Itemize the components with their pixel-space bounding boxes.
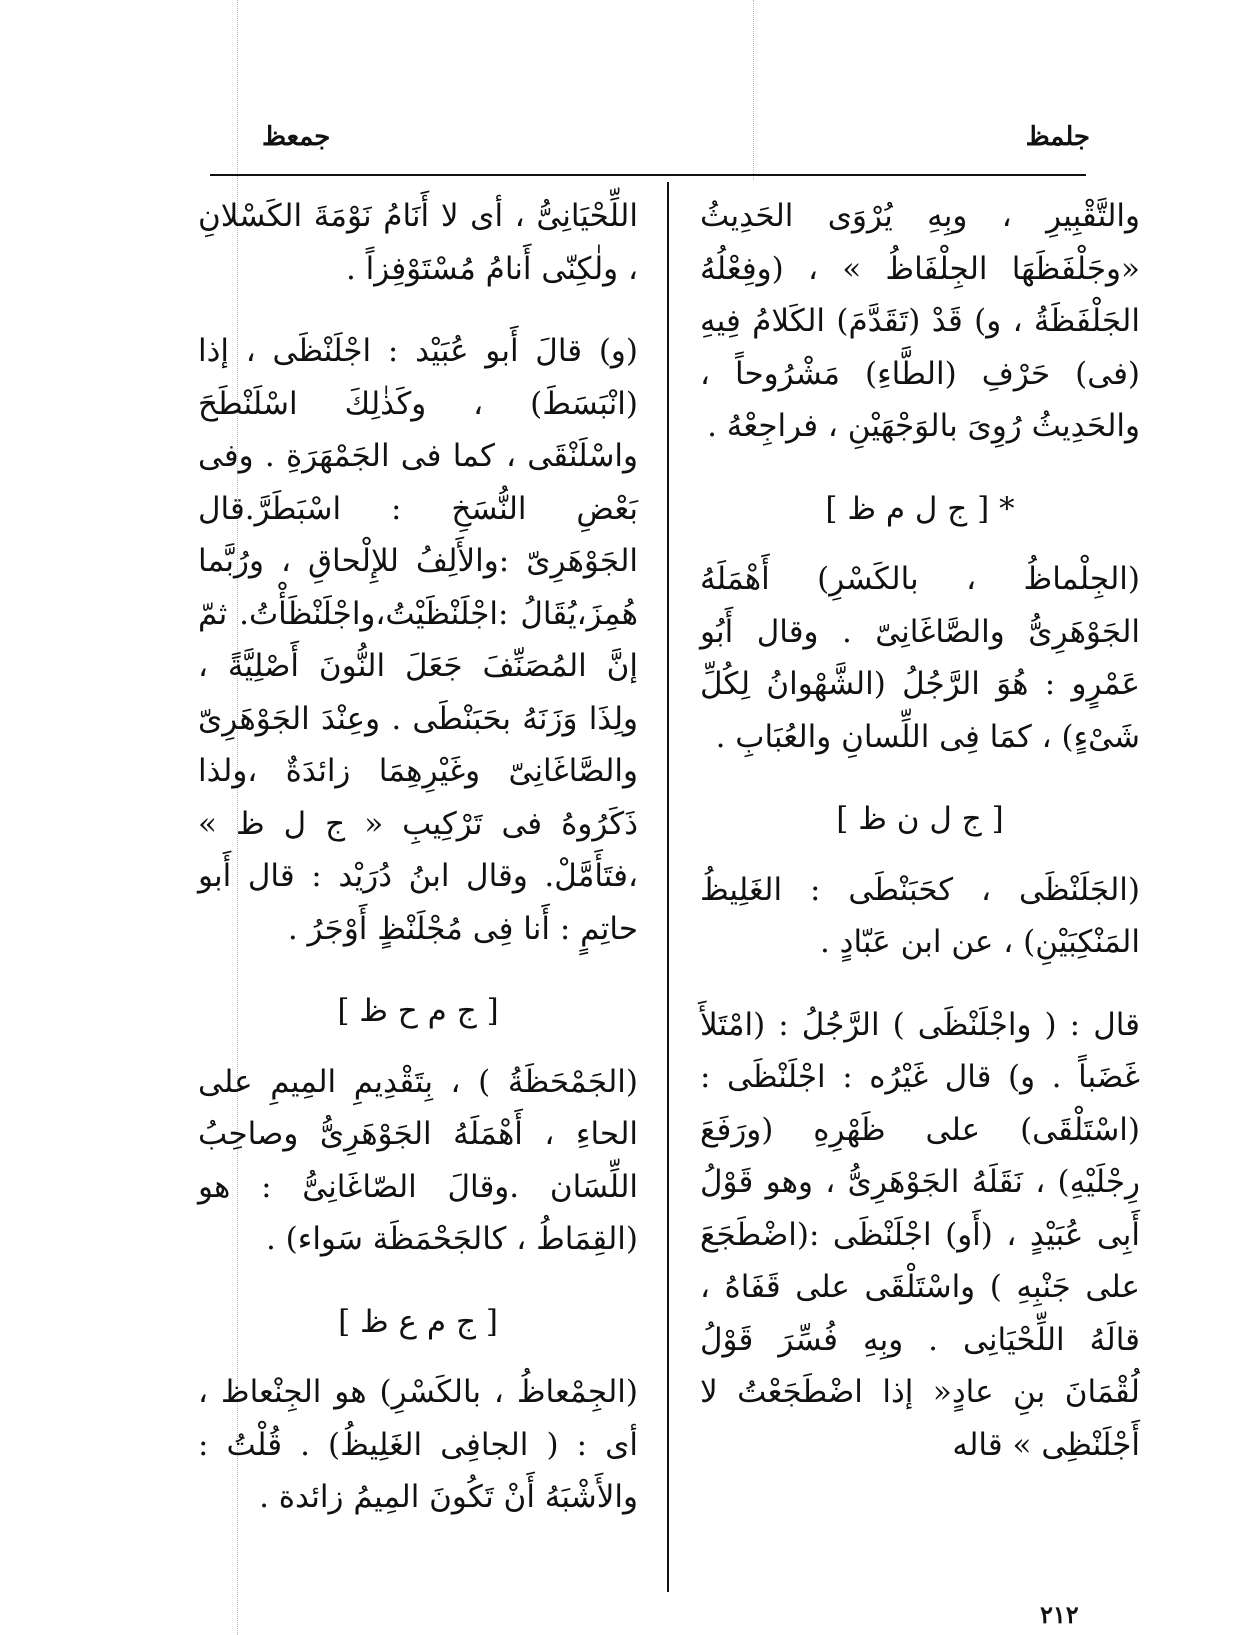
right-column xyxy=(700,190,1140,1471)
entry-paragraph: اللِّحْيَانِىُّ ، أى لا أَنَامُ نَوْمَةَ الكَسْلانِ ، ولٰكِنّى أَنامُ مُسْتَوْفِزاً . xyxy=(198,198,638,287)
entry-paragraph: (الجِلْماظُ ، بالكَسْرِ) أَهْمَلَهُ الجَوْهَرِىُّ والصَّاغَانِىّ . وقال أَبُو عَمْرٍو : هُوَ الرَّجُلُ (الشَّهْوانُ لِكُلِّ شَىْءٍ) ، كمَا فِى اللِّسانِ والعُبَابِ . xyxy=(700,561,1140,755)
root-heading-jlnz: [ ج ل ن ظ ] xyxy=(836,801,1004,837)
root-heading-jlmz: * [ ج ل م ظ ] xyxy=(825,490,1015,527)
column-divider xyxy=(667,182,669,1592)
header-rule xyxy=(210,174,1086,176)
entry-paragraph: (الجَلَنْظَى ، كحَبَنْطَى : الغَلِيظُ المَنْكِبَيْنِ) ، عن ابن عَبّادٍ . xyxy=(700,871,1140,960)
running-header-left: جمعظ xyxy=(262,122,331,152)
page-number: ٢١٢ xyxy=(1040,1600,1079,1629)
left-column xyxy=(198,190,638,1524)
root-heading-jmaz: [ ج م ع ظ ] xyxy=(338,1303,498,1340)
entry-paragraph: قال : ( واجْلَنْظَى ) الرَّجُلُ : (امْتَلأَ غَضَباً . و) قال غَيْرُه : اجْلَنْظَى : (اسْتَلْقَى) على ظَهْرِهِ (ورَفَعَ رِجْلَيْهِ) ، نَقَلَهُ الجَوْهَرِىُّ ، وهو قَوْلُ أَبِى عُبَيْدٍ ، (أَو) اجْلَنْظَى :(اضْطَجَعَ على جَنْبِهِ ) واسْتَلْقَى على قَفَاهُ ، قالَهُ اللِّحْيَانِى . وبِهِ فُسِّرَ قَوْلُ لُقْمَانَ بنِ عادٍ« إذا اضْطَجَعْتُ لا أَجْلَنْظِى » قاله xyxy=(700,1006,1140,1463)
entry-paragraph: (و) قالَ أَبو عُبَيْد : اجْلَنْظَى ، إذا (انْبَسَطَ) ، وكَذٰلِكَ اسْلَنْطَحَ واسْلَنْقَى ، كما فى الجَمْهَرَةِ . وفى بَعْضِ النُّسَخِ : اسْبَطَرَّ.قال الجَوْهَرِىّ :والأَلِفُ للإِلْحاقِ ، ورُبَّما هُمِزَ،يُقَالُ :اجْلَنْظَيْتُ،واجْلَنْظَأْتُ. ثمّ إنَّ المُصَنِّفَ جَعَلَ النُّونَ أَصْلِيَّةً ، ولِذَا وَزَنَهُ بحَبَنْطَى . وعِنْدَ الجَوْهَرِىّ والصَّاغَانِىّ وغَيْرِهِمَا زائدَةٌ ،ولذا ذَكَرُوهُ فى تَرْكِيبِ « ج ل ظ » ،فتَأَمَّلْ. وقال ابنُ دُرَيْد : قال أَبو حاتِمٍ : أَنا فِى مُجْلَنْظٍ أَوْجَرُ . xyxy=(198,333,638,947)
entry-paragraph: والتَّقْبِيرِ ، وبِهِ يُرْوَى الحَدِيثُ «وجَلْفَظَهَا الجِلْفَاظُ » ، (وفِعْلُهُ الجَلْفَظَةُ ، و) قَدْ (تَقَدَّمَ) الكَلامُ فِيهِ (فى) حَرْفِ (الطَّاءِ) مَشْرُوحاً ، والحَدِيثُ رُوِىَ بالوَجْهَيْنِ ، فراجِعْهُ . xyxy=(700,198,1140,444)
root-heading-jmhz: [ ج م ح ظ ] xyxy=(337,993,499,1029)
scan-fold-mark-center xyxy=(753,0,754,180)
entry-paragraph: (الجِمْعاظُ ، بالكَسْرِ) هو الجِنْعاظ ، أى : ( الجافِى الغَلِيظُ) . قُلْتُ : والأَشْبَهُ أَنْ تَكُونَ المِيمُ زائدة . xyxy=(198,1374,638,1515)
running-header-right: جلمظ xyxy=(1025,122,1090,152)
entry-paragraph: (الجَمْحَظَةُ ) ، بِتَقْدِيمِ المِيمِ على الحاءِ ، أَهْمَلَهُ الجَوْهَرِىُّ وصاحِبُ اللِّسَان .وقالَ الصّاغَانِىُّ : هو (القِمَاطُ ، كالجَحْمَظَة سَواء) . xyxy=(198,1063,638,1257)
